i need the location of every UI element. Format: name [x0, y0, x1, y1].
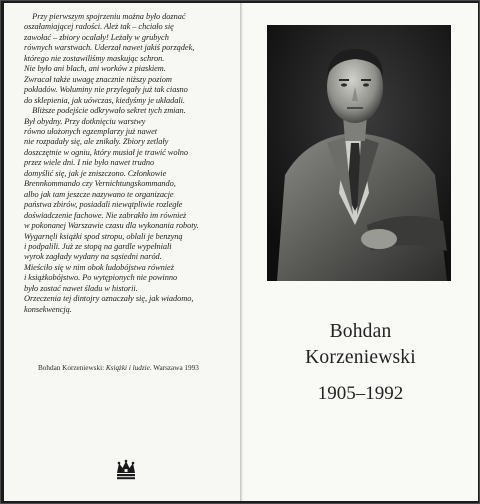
citation-author: Bohdan Korzeniewski:	[38, 364, 105, 372]
portrait-image	[267, 25, 451, 281]
text-line: Był obydny. Przy dotknięciu warstwy	[24, 116, 146, 126]
text-line: równo ułożonych egzemplarzy już nawet	[24, 126, 158, 136]
citation-place-year: Warszawa 1993	[153, 364, 199, 372]
text-line: doświadczenie fachowe. Nie zabrakło im również	[24, 210, 187, 220]
text-line: zawołać – zbiory ocalały! Leżały w grubych	[24, 32, 169, 42]
text-line: do sklepienia, jak uówczas, kiedyśmy je układali.	[24, 95, 185, 105]
scanned-leaflet	[1, 1, 479, 503]
text-line: i książkobójstwo. Po wytępionych nie powinno	[24, 273, 178, 283]
text-line: Przy pierwszym spojrzeniu można było doznać	[24, 12, 186, 21]
text-line: w pokonanej Warszawie czasu dla wykonania roboty.	[24, 221, 199, 231]
name-first: Bohdan	[329, 321, 392, 342]
text-line: pokładów. Woluminy nie przylegały już tak ciasno	[24, 85, 188, 95]
text-line: państwa zbirów, posiadali niewątpliwie rozległe	[24, 200, 183, 210]
text-line: Orzeczenia tej dintojry oznaczały się, jak wiadomo,	[24, 294, 194, 304]
text-line: oszałamiającej radości. Ależ tak – chciało się	[24, 22, 174, 32]
text-line: Zwracał także uwagę znacznie niższy poziom	[24, 74, 172, 84]
source-citation	[38, 364, 238, 372]
citation-book-title: Książki i ludzie.	[105, 364, 152, 372]
text-line: domyślić się, jak je zniszczono. Członkowie	[24, 168, 167, 178]
text-line: Bliższe podejście odkrywało sekret tych zmian.	[24, 106, 186, 116]
life-years: 1905–1992	[317, 383, 404, 404]
quoted-text-block	[24, 12, 230, 315]
text-line: którego nie zostawiliśmy maskując schron.	[24, 53, 165, 63]
text-line: przez wiele dni. I nie było nawet trudno	[24, 158, 155, 168]
text-line: było zostać nawet śladu w historii.	[24, 283, 138, 293]
text-line: nie rozpadały się, ale znikały. Zbiory zetlały	[24, 137, 169, 147]
text-line: doszczętnie w ogniu, który musiał je trawić wolno	[24, 147, 188, 157]
portrait-photo	[267, 25, 451, 281]
text-line: konsekwencją.	[24, 304, 72, 314]
text-line: i podpalili. Już ze stopą na gardle wypełniali	[24, 241, 172, 251]
right-page	[243, 3, 478, 501]
text-line: równych warstwach. Uderzał nawet jakiś porządek,	[24, 43, 195, 53]
text-line: Brennkommando czy Vernichtungskommando,	[24, 179, 176, 189]
text-line: Nie było ani blach, ani worków z piaskiem.	[24, 64, 166, 74]
text-line: albo jak tam jeszcze nazywano te organizacje	[24, 189, 174, 199]
text-line: Wygarnęli książki spod stropu, oblali je benzyną	[24, 231, 183, 241]
crown-emblem-icon	[115, 459, 137, 481]
text-line: Mieściło się w nim obok ludobójstwa również	[24, 262, 174, 272]
left-page	[4, 3, 240, 501]
name-last: Korzeniewski	[305, 347, 416, 368]
text-line: wyrok zagłady wydany na sąsiedni naród.	[24, 252, 162, 262]
